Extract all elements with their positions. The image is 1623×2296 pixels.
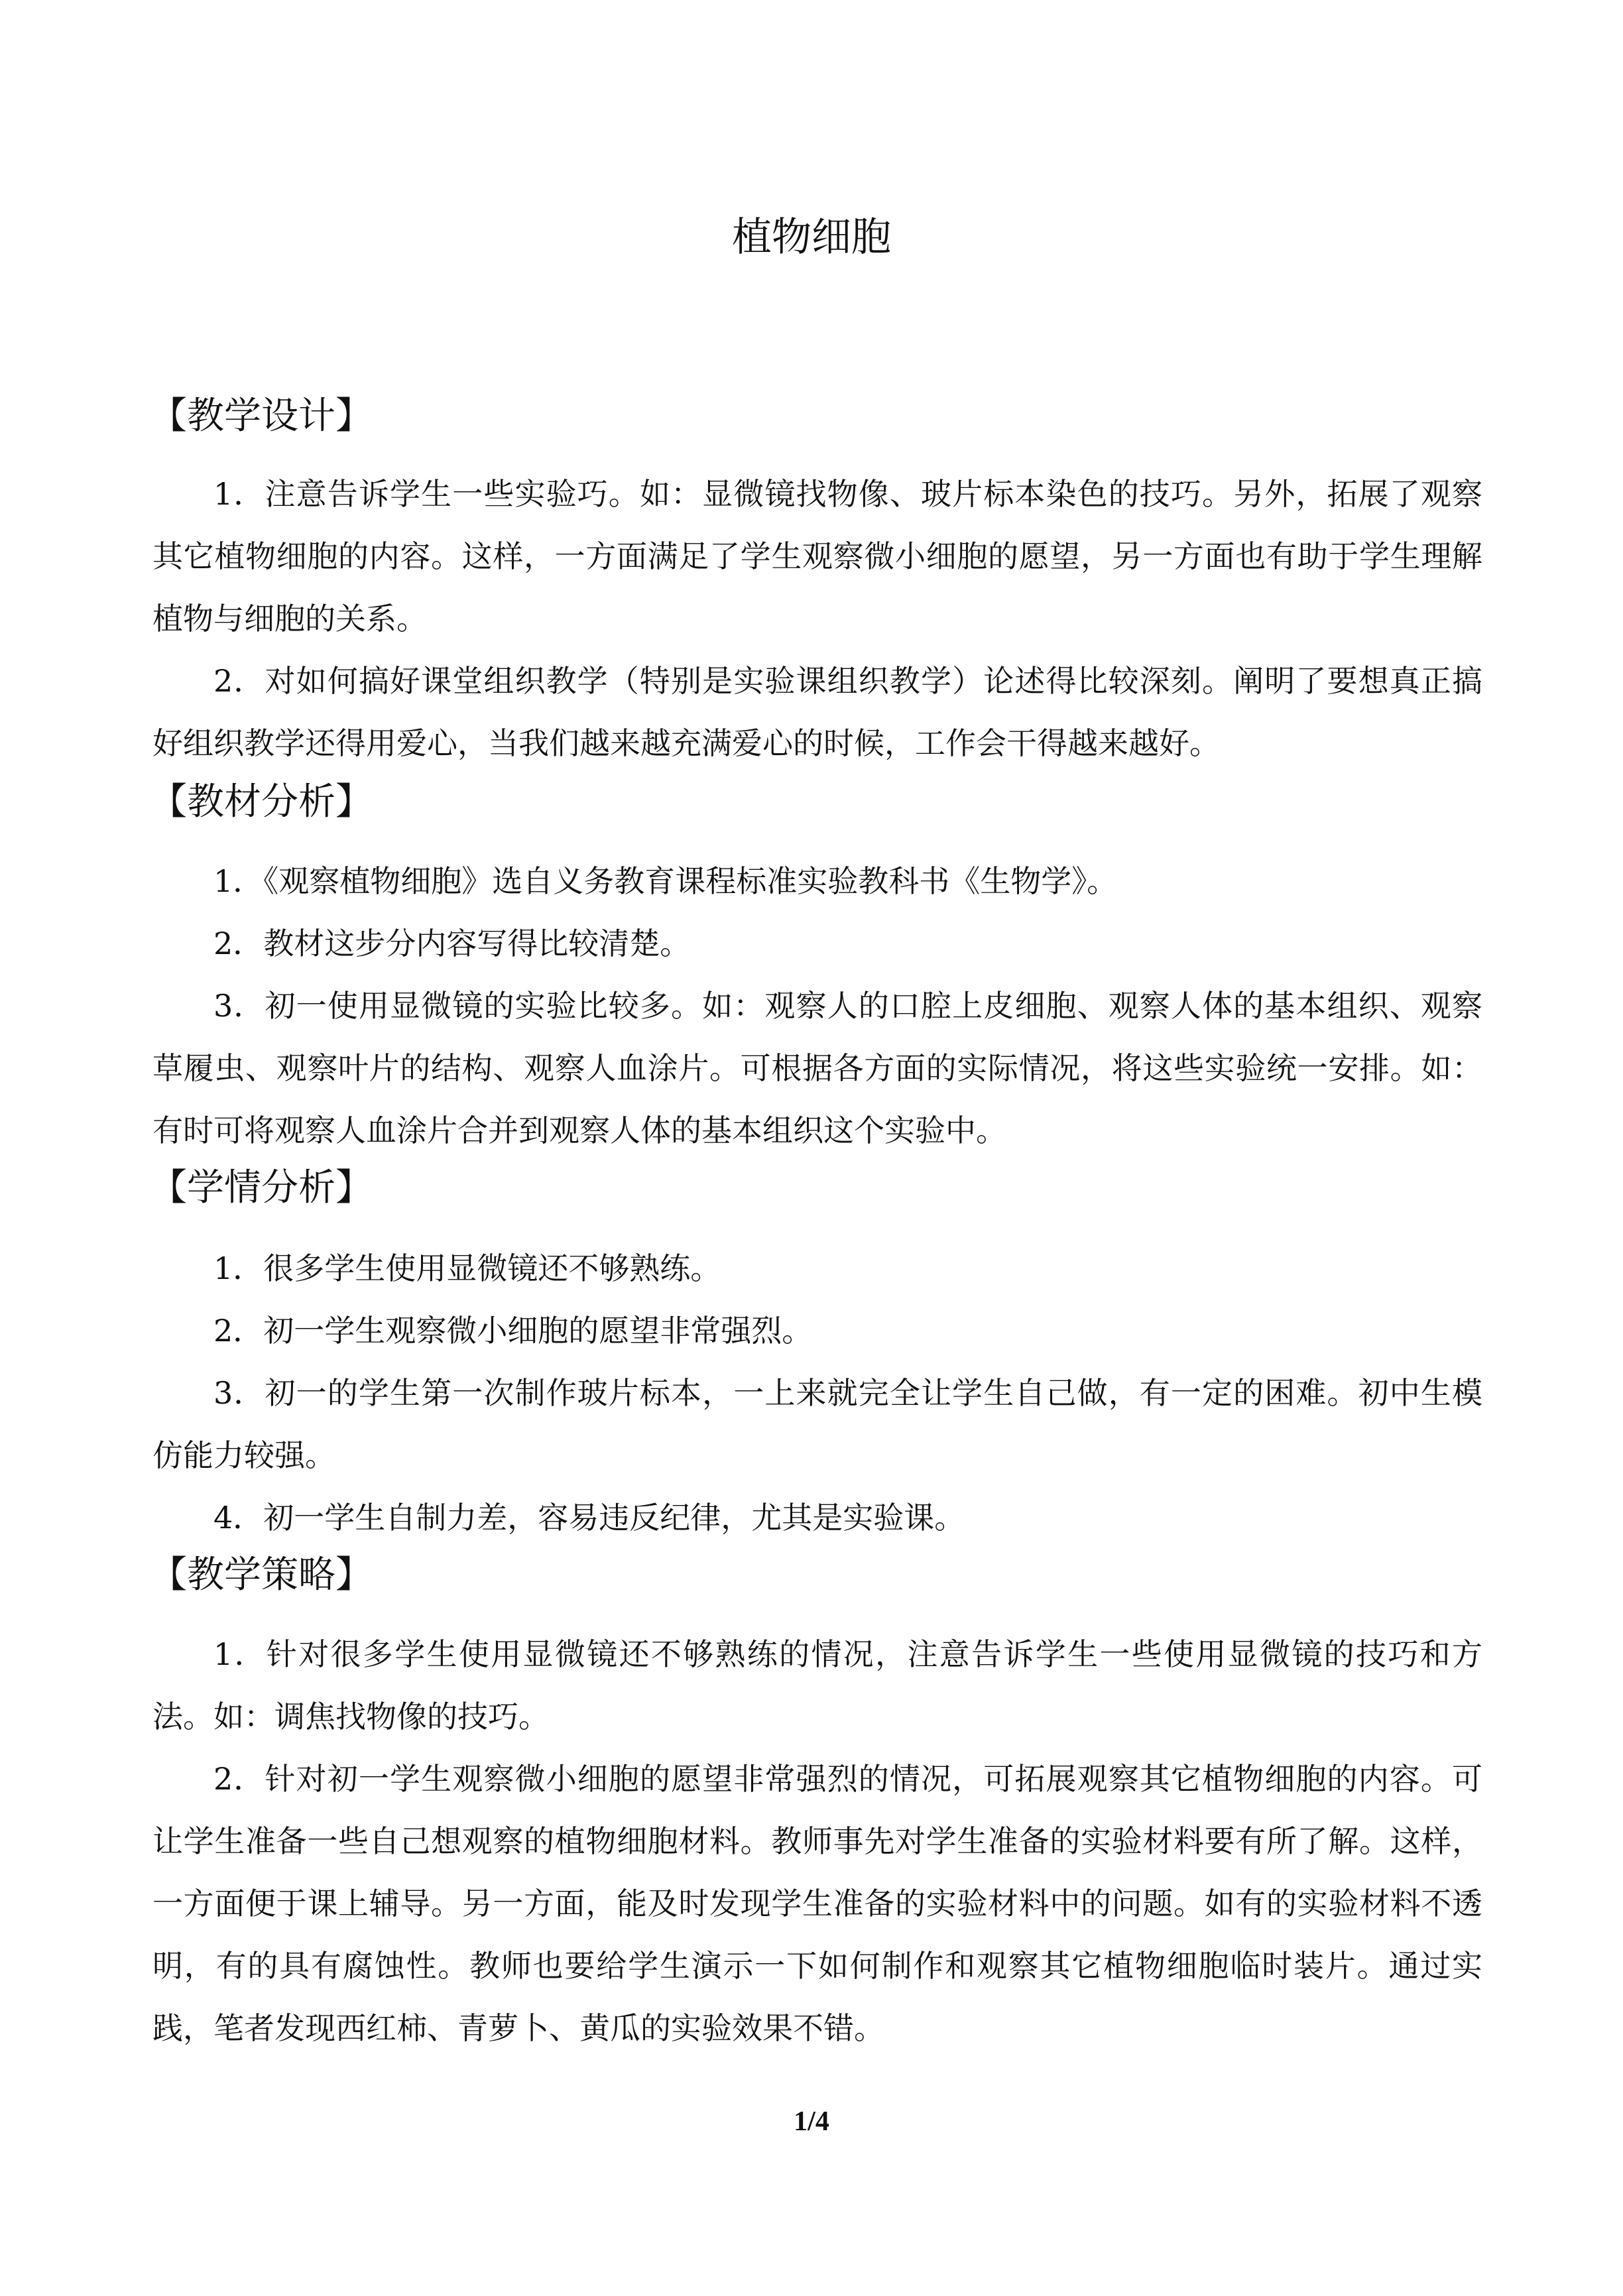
page-number: 1/4 xyxy=(794,2106,829,2137)
section-heading-design: 【教学设计】 xyxy=(150,394,373,438)
paragraph: 1．针对很多学生使用显微镜还不够熟练的情况，注意告诉学生一些使用显微镜的技巧和方法。如：调焦找物像的技巧。 xyxy=(152,1636,1482,1734)
section-heading-material: 【教材分析】 xyxy=(150,780,373,823)
paragraph: 2．针对初一学生观察微小细胞的愿望非常强烈的情况，可拓展观察其它植物细胞的内容。可让学生准备一些自己想观察的植物细胞材料。教师事先对学生准备的实验材料要有所了解。这样，一方面便于课上辅导。另一方面，能及时发现学生准备的实验材料中的问题。如有的实验材料不透明，有的具有腐蚀性。教师也要给学生演示一下如何制作和观察其它植物细胞临时装片。通过实践，笔者发现西红柿、青萝卜、黄瓜的实验效果不错。 xyxy=(152,1761,1482,2046)
paragraph: 4．初一学生自制力差，容易违反纪律，尤其是实验课。 xyxy=(213,1500,965,1536)
paragraph: 2．初一学生观察微小细胞的愿望非常强烈。 xyxy=(213,1313,813,1349)
paragraph: 3．初一的学生第一次制作玻片标本，一上来就完全让学生自己做，有一定的困难。初中生模仿能力较强。 xyxy=(152,1375,1482,1473)
document-title: 植物细胞 xyxy=(732,214,891,261)
paragraph: 2．教材这步分内容写得比较清楚。 xyxy=(213,926,691,961)
paragraph: 1．很多学生使用显微镜还不够熟练。 xyxy=(213,1250,721,1286)
section-heading-students: 【学情分析】 xyxy=(150,1166,373,1209)
paragraph: 1．《观察植物细胞》选自义务教育课程标准实验教科书《生物学》。 xyxy=(213,863,1118,899)
paragraph: 1．注意告诉学生一些实验巧。如：显微镜找物像、玻片标本染色的技巧。另外，拓展了观察其它植物细胞的内容。这样，一方面满足了学生观察微小细胞的愿望，另一方面也有助于学生理解植物与细胞的关系。 xyxy=(152,476,1482,636)
section-heading-strategy: 【教学策略】 xyxy=(150,1553,373,1597)
paragraph: 3．初一使用显微镜的实验比较多。如：观察人的口腔上皮细胞、观察人体的基本组织、观察草履虫、观察叶片的结构、观察人血涂片。可根据各方面的实际情况，将这些实验统一安排。如：有时可将观察人血涂片合并到观察人体的基本组织这个实验中。 xyxy=(152,988,1482,1148)
paragraph: 2．对如何搞好课堂组织教学（特别是实验课组织教学）论述得比较深刻。阐明了要想真正搞好组织教学还得用爱心，当我们越来越充满爱心的时候，工作会干得越来越好。 xyxy=(152,663,1482,761)
